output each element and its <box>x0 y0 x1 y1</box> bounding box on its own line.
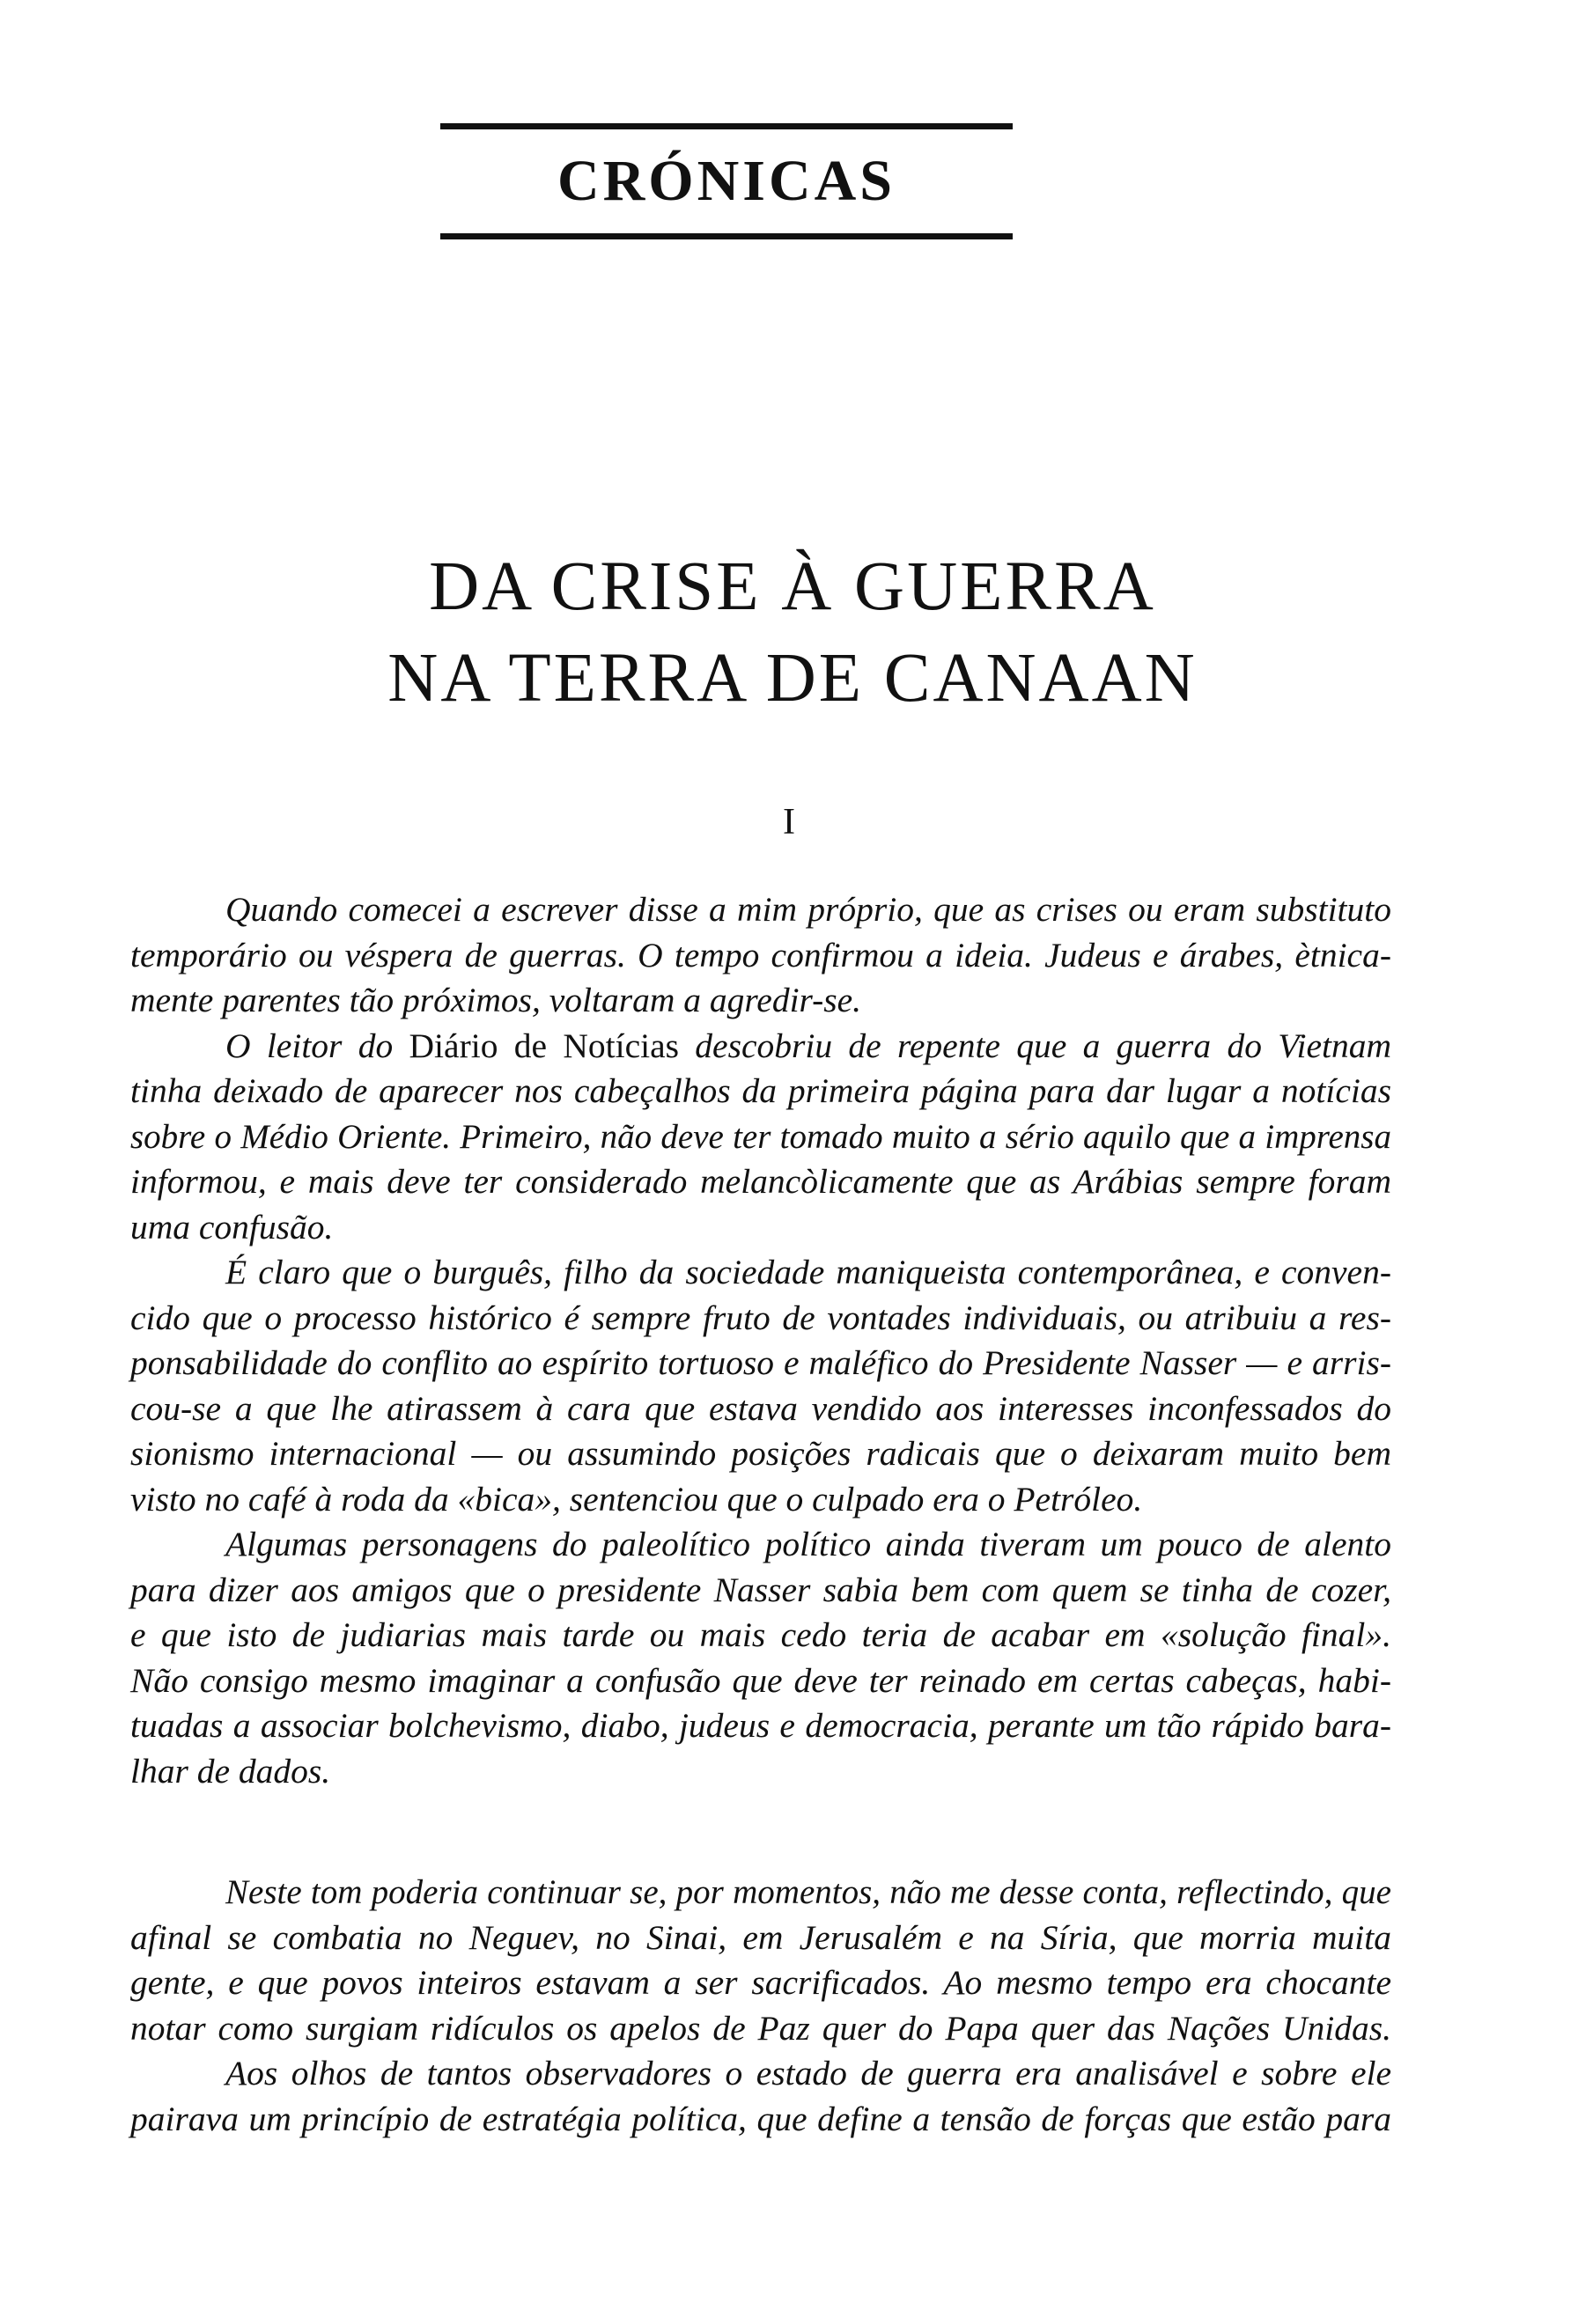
article-title-line-1: DA CRISE À GUERRA <box>429 548 1156 625</box>
text-line: É claro que o burguês, filho da sociedade maniqueista contemporânea, e conven- <box>225 1253 1391 1291</box>
text-line: uma confusão. <box>130 1207 334 1247</box>
text-fragment: O leitor do <box>225 1026 394 1065</box>
text-line: tinha deixado de aparecer nos cabeçalhos da primeira página para dar lugar a notícias <box>130 1071 1391 1110</box>
text-line: sobre o Médio Oriente. Primeiro, não deve ter tomado muito a sério aquilo que a imprensa <box>130 1117 1391 1156</box>
text-line: e que isto de judiarias mais tarde ou mais cedo teria de acabar em «solução final». <box>130 1615 1391 1654</box>
text-line: Algumas personagens do paleolítico político ainda tiveram um pouco de alento <box>225 1525 1391 1563</box>
text-line: ponsabilidade do conflito ao espírito tortuoso e maléfico do Presidente Nasser — e arris- <box>130 1343 1391 1382</box>
text-line: cido que o processo histórico é sempre fruto de vontades individuais, ou atribuiu a res- <box>130 1298 1391 1337</box>
text-line: sionismo internacional — ou assumindo posições radicais que o deixaram muito bem <box>130 1434 1391 1473</box>
newspaper-name: Diário de Notícias <box>409 1026 679 1065</box>
header-top-rule <box>440 123 1013 129</box>
text-line: temporário ou véspera de guerras. O tempo confirmou a ideia. Judeus e árabes, ètnica- <box>130 935 1391 974</box>
text-line: Não consigo mesmo imaginar a confusão que deve ter reinado em certas cabeças, habi- <box>130 1660 1391 1700</box>
section-break <box>130 1794 1391 1870</box>
section-title: CRÓNICAS <box>557 149 896 213</box>
text-line: gente, e que povos inteiros estavam a ser sacrificados. Ao mesmo tempo era chocante <box>130 1963 1391 2002</box>
article-body <box>130 887 1391 2142</box>
text-line: Quando comecei a escrever disse a mim próprio, que as crises ou eram substituto <box>225 890 1391 929</box>
text-line: Neste tom poderia continuar se, por momentos, não me desse conta, reflectindo, que <box>225 1873 1391 1911</box>
text-line <box>130 1024 1391 1070</box>
paragraph-6 <box>130 2051 1391 2142</box>
part-number: I <box>783 802 795 842</box>
text-line: informou, e mais deve ter considerado melancòlicamente que as Arábias sempre foram <box>130 1162 1391 1201</box>
text-line: para dizer aos amigos que o presidente Nasser sabia bem com quem se tinha de cozer, <box>130 1570 1391 1609</box>
text-line: afinal se combatia no Neguev, no Sinai, em Jerusalém e na Síria, que morria muita <box>130 1917 1391 1957</box>
text-line: tuadas a associar bolchevismo, diabo, judeus e democracia, perante um tão rápido bara- <box>130 1706 1391 1745</box>
paragraph-4 <box>130 1522 1391 1794</box>
paragraph-5 <box>130 1870 1391 2051</box>
text-line: mente parentes tão próximos, voltaram a agredir-se. <box>130 981 862 1019</box>
header-bottom-rule <box>440 233 1013 239</box>
text-line: Aos olhos de tantos observadores o estado de guerra era analisável e sobre ele <box>225 2054 1391 2092</box>
paragraph-2 <box>130 1024 1391 1251</box>
paragraph-1 <box>130 887 1391 1024</box>
text-line: lhar de dados. <box>130 1751 331 1791</box>
text-line: cou-se a que lhe atirassem à cara que estava vendido aos interesses inconfessados do <box>130 1388 1391 1428</box>
article-title <box>264 541 1321 724</box>
text-line: visto no café à roda da «bica», sentenciou que o culpado era o Petróleo. <box>130 1479 1143 1519</box>
text-line: notar como surgiam ridículos os apelos de Paz quer do Papa quer das Nações Unidas. <box>130 2008 1391 2048</box>
section-header <box>440 123 1013 239</box>
text-fragment: descobriu de repente que a guerra do Vietnam <box>695 1026 1392 1065</box>
text-line: pairava um princípio de estratégia política, que define a tensão de forças que estão para <box>130 2099 1391 2138</box>
paragraph-3 <box>130 1250 1391 1522</box>
article-title-line-2: NA TERRA DE CANAAN <box>387 640 1198 717</box>
